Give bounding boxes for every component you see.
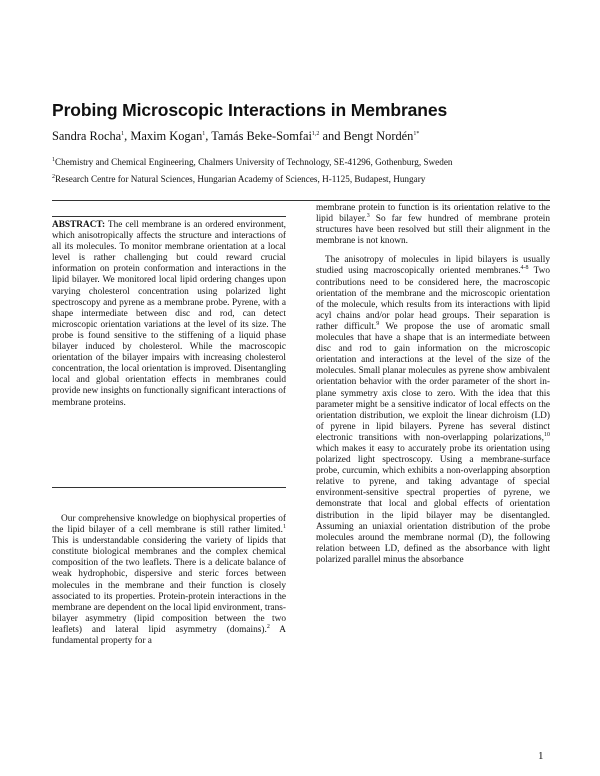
- author-affiliation-mark: 1: [121, 130, 125, 137]
- citation-mark: 3: [366, 213, 370, 219]
- author-affiliation-mark: 1,2: [311, 130, 320, 137]
- affiliation: [52, 157, 552, 167]
- citation-mark: 1: [283, 524, 286, 530]
- citation-mark: 10: [544, 431, 550, 438]
- abstract-label: ABSTRACT:: [52, 220, 106, 230]
- author-name: , Maxim Kogan: [124, 129, 203, 143]
- abstract-text: The cell membrane is an ordered environment, which anisotropically affects the structure and interactions of all its molecules. To monitor membrane orientation at a local level is rather challenging but could reward crucial information on protein conformation and interactions in the lipid bilayer. We monitored local lipid ordering changes upon varying cholesterol concentration using polarized light spectroscopy and pyrene as a membrane probe. Pyrene, with a shape intermediate between disc and rod, can detect microscopic orientation variations at the level of its size. The probe is found sensitive to the stiffening of a liquid phase bilayer induced by cholesterol. While the macroscopic orientation of the bilayer impairs with increasing cholesterol concentration, the local orientation is improved. Disentangling local and global orientation effects in membranes could provide new insights on functionally significant interactions of membrane proteins.: [52, 220, 286, 408]
- author-affiliation-mark: 1: [202, 130, 206, 137]
- introduction-left-column: [52, 514, 286, 647]
- citation-mark: 4-8: [520, 265, 529, 272]
- author-name: and Bengt Nordén: [319, 129, 414, 143]
- affiliation: [52, 174, 552, 184]
- affiliation-mark: 2: [52, 173, 55, 180]
- body-paragraph: membrane protein to function is its orientation relative to the lipid bilayer.$^3$ So far few hundred of membrane protein structures have been resolved but still their alignment in the membrane is not known.: [316, 203, 550, 247]
- affiliation-mark: 1: [52, 156, 55, 163]
- author-list: [52, 129, 552, 144]
- author-name: Sandra Rocha: [52, 129, 122, 143]
- body-paragraph: Our comprehensive knowledge on biophysical properties of the lipid bilayer of a cell membrane is still rather limited.$^1$ This is understandable considering the variety of lipids that constitute biological membranes and the complex chemical composition of the two leaflets. There is a delicate balance of weak hydrophobic, dispersive and steric forces between molecules in the membrane and their function is closely associated to its properties. Protein-protein interactions in the membrane are dependent on the local lipid environment, trans-bilayer asymmetry (lipid composition between the two leaflets) and lateral lipid asymmetry (domains).$^2$ A fundamental property for a: [52, 514, 286, 647]
- right-column: [316, 203, 550, 566]
- citation-mark: 9: [376, 320, 380, 327]
- body-paragraph: The anisotropy of molecules in lipid bilayers is usually studied using macroscopically oriented membranes.$^{4-8}$ Two contributions need to be considered here, the macroscopic orientation of the membrane and the microscopic orientation of the molecule, which results from its interactions with lipid acyl chains and/or polar head groups. Their separation is rather difficult.$^9$ We propose the use of aromatic small molecules that have a shape that is an intermediate between disc and rod to gain information on the microscopic orientation and interactions at the level of the size of the molecules. Small planar molecules as pyrene show ambivalent orientation behavior with the order parameter of the short in-plane symmetry axis close to zero. With the idea that this parameter might be a sensitive indicator of local effects on the orientation distribution, we exploit the linear dichroism (LD) of pyrene in lipid bilayers. Pyrene has several distinct electronic transitions with non-overlapping polarizations,$^{10}$ which makes it easy to accurately probe its orientation using polarized light spectroscopy. Using a membrane-surface probe, curcumin, which exhibits a non-overlapping absorption relative to pyrene, and taking advantage of special environment-sensitive spectral properties of pyrene, we demonstrate that local and global effects of orientation distribution in the lipid bilayer may be disentangled. Assuming an uniaxial orientation distribution of the probe molecules around the membrane normal (D), the following relation between LD, defined as the absorbance with light polarized parallel minus the absorbance: [316, 255, 550, 565]
- abstract-bottom-rule: [52, 487, 286, 488]
- affiliation-text: Research Centre for Natural Sciences, Hungarian Academy of Sciences, H-1125, Budapest, Hungary: [55, 174, 426, 184]
- affiliation-text: Chemistry and Chemical Engineering, Chalmers University of Technology, SE-41296, Gothenburg, Sweden: [55, 157, 453, 167]
- page-number: 1: [538, 750, 544, 762]
- author-affiliation-mark: 1*: [413, 130, 420, 137]
- citation-mark: 2: [266, 623, 270, 630]
- author-name: , Tamás Beke-Somfai: [205, 129, 312, 143]
- header-divider: [52, 200, 550, 201]
- abstract: [52, 220, 286, 409]
- abstract-top-rule: [52, 216, 286, 217]
- paper-title: Probing Microscopic Interactions in Membranes: [52, 100, 448, 120]
